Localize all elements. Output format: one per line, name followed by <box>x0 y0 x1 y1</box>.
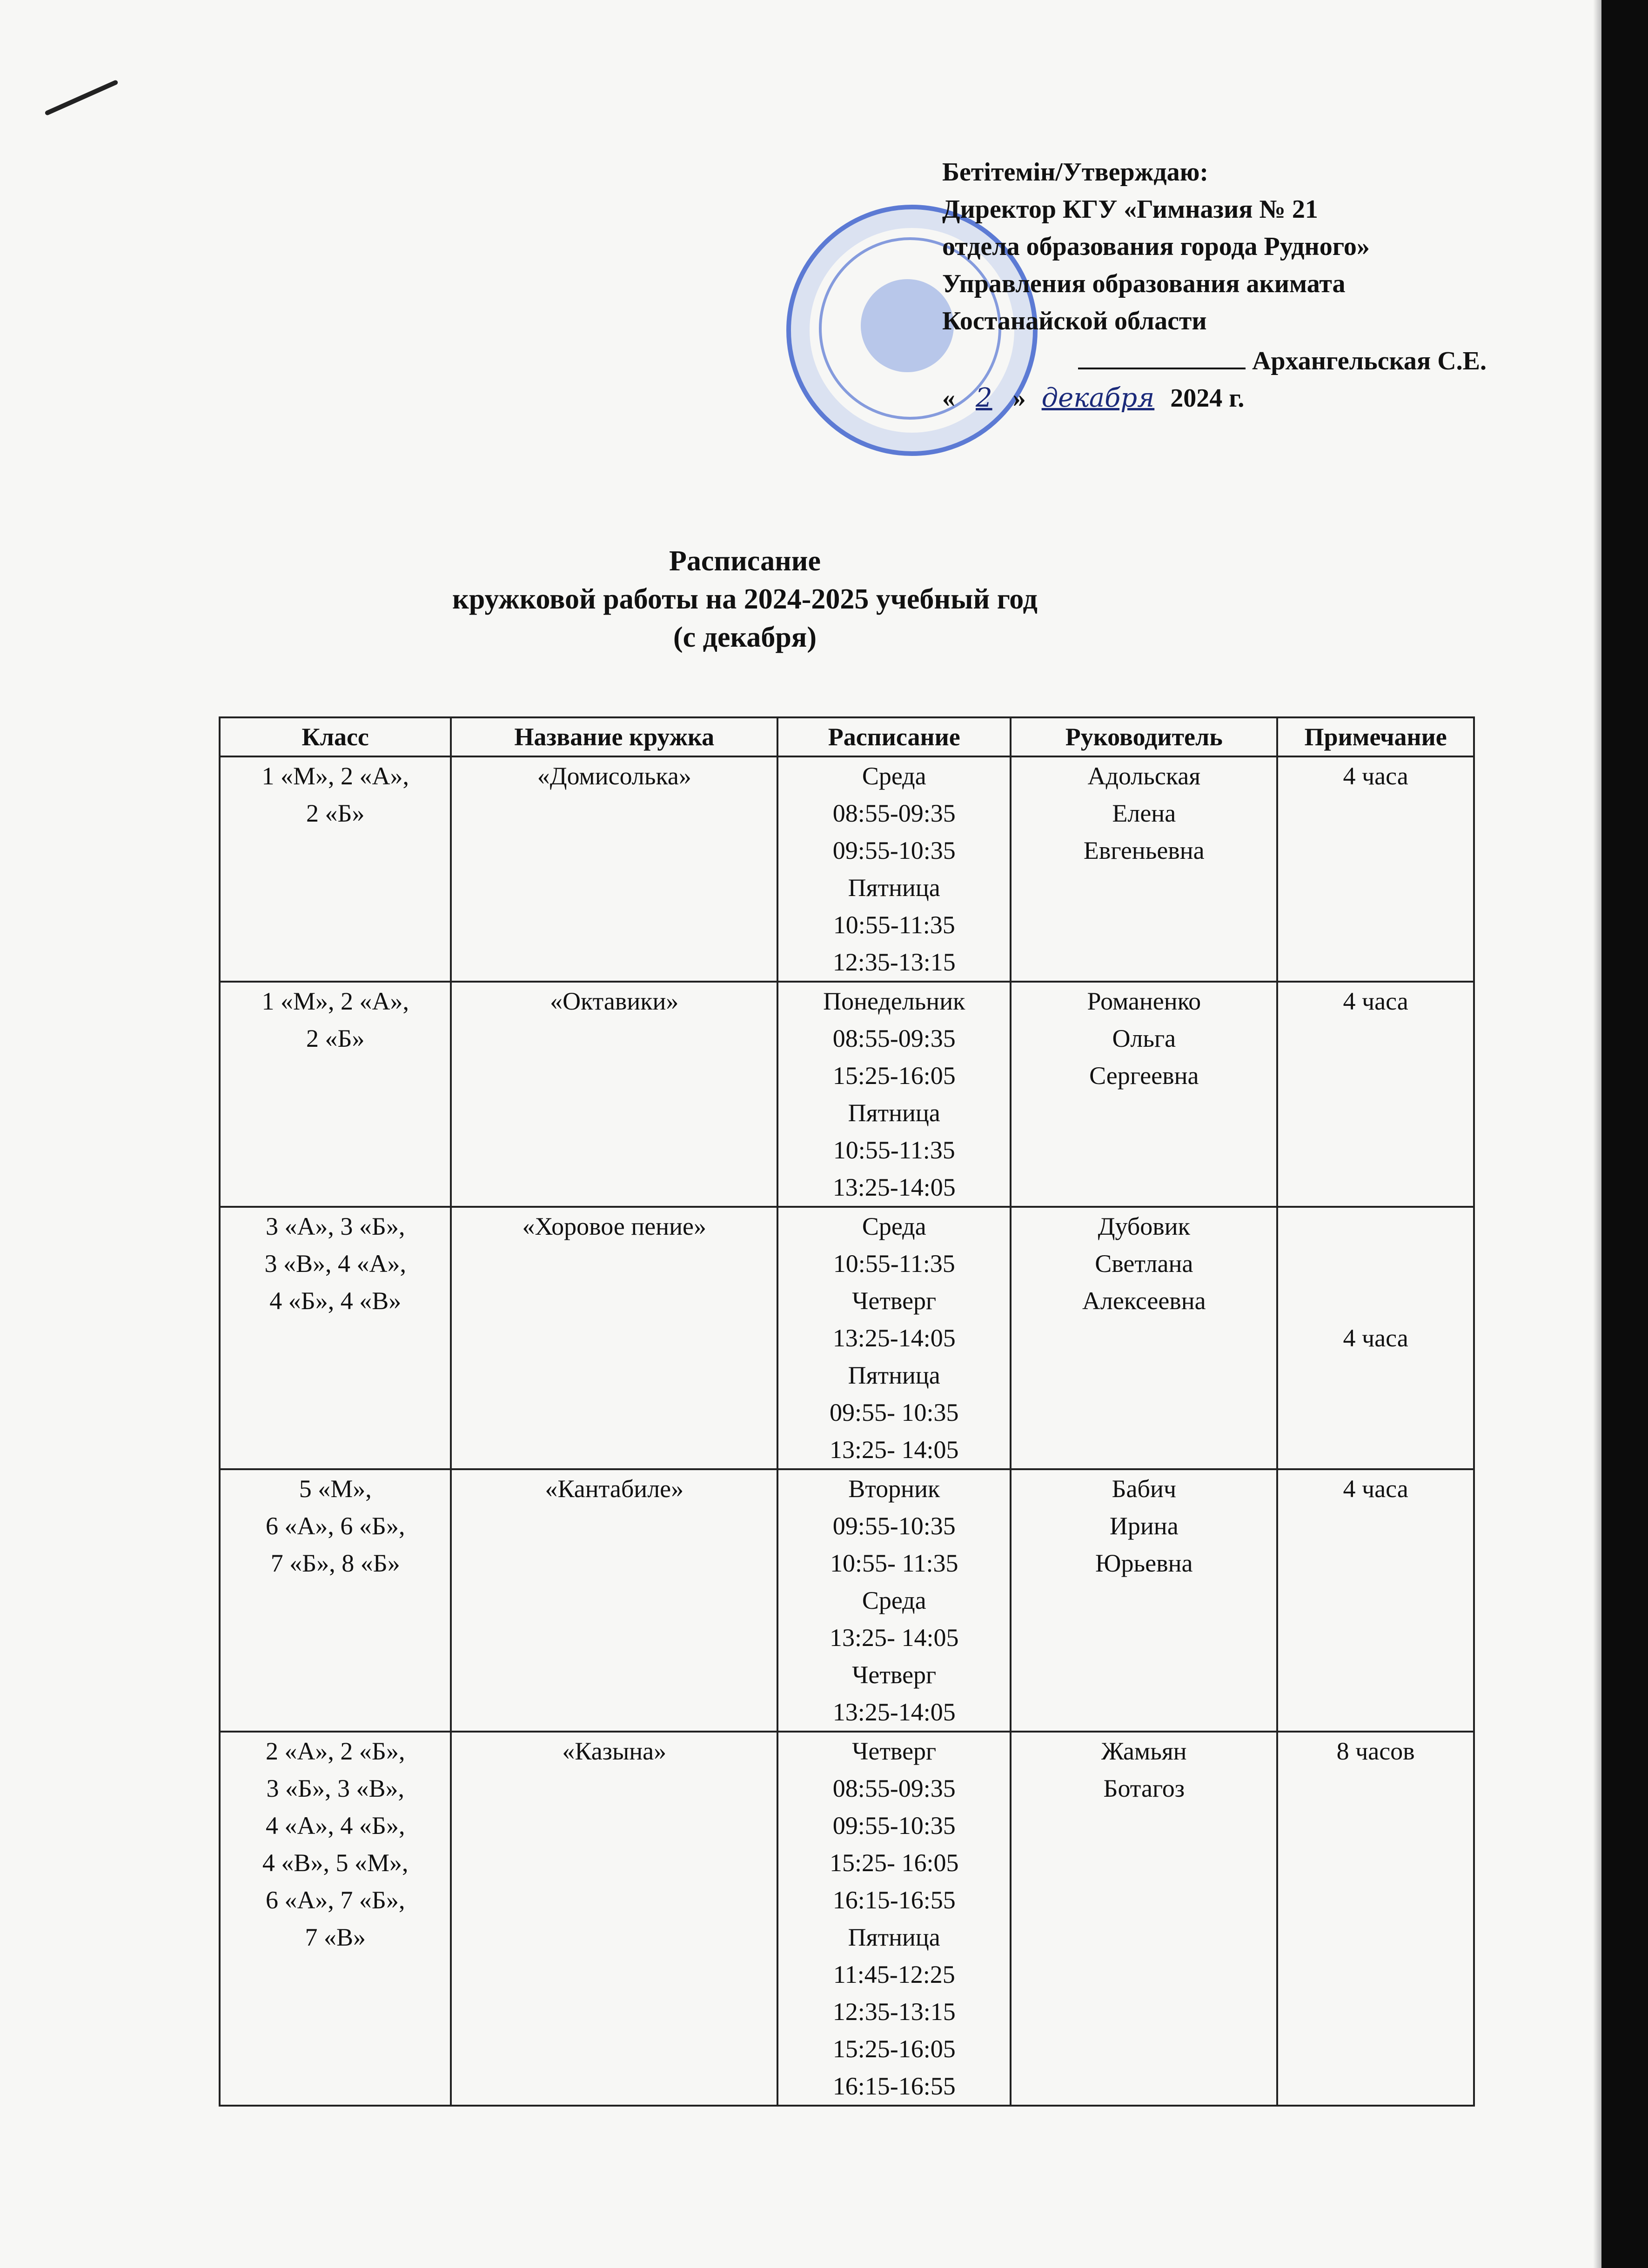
cell-schedule-line: 15:25-16:05 <box>832 1062 956 1090</box>
cell-schedule-line: 13:25-14:05 <box>832 1324 956 1352</box>
cell-note: 4 часа <box>1277 1207 1474 1469</box>
date-month: декабря <box>1041 383 1155 413</box>
approval-date <box>942 380 1491 417</box>
approval-line-3: отдела образования города Рудного» <box>942 232 1370 261</box>
cell-schedule-line: 15:25- 16:05 <box>829 1849 959 1877</box>
cell-schedule-line: Пятница <box>848 1099 940 1127</box>
cell-schedule-line: 11:45-12:25 <box>833 1960 955 1988</box>
cell-leader-line: Адольская <box>1087 762 1201 790</box>
signature-blank <box>1078 340 1246 369</box>
cell-schedule <box>777 1207 1011 1469</box>
cell-schedule-line: 13:25-14:05 <box>832 1173 956 1201</box>
cell-leader-line: Елена <box>1112 799 1176 827</box>
cell-club-name: «Кантабиле» <box>451 1469 777 1732</box>
cell-schedule-line: Среда <box>862 762 926 790</box>
cell-leader <box>1011 1732 1277 2106</box>
cell-leader <box>1011 1469 1277 1732</box>
cell-schedule-line: Среда <box>862 1586 926 1614</box>
cell-schedule-line: Четверг <box>852 1661 937 1689</box>
cell-schedule-line: 13:25- 14:05 <box>829 1624 959 1652</box>
cell-schedule <box>777 982 1011 1207</box>
cell-leader-line: Романенко <box>1087 987 1201 1015</box>
cell-leader-line: Дубовик <box>1098 1212 1190 1240</box>
cell-leader-line: Ботагоз <box>1103 1774 1185 1802</box>
cell-club-name: «Домисолька» <box>451 756 777 982</box>
cell-schedule-line: 09:55- 10:35 <box>829 1398 959 1426</box>
table-row <box>220 982 1474 1207</box>
approval-line-2: Директор КГУ «Гимназия № 21 <box>942 195 1318 224</box>
cell-club-name: «Казына» <box>451 1732 777 2106</box>
table-row <box>220 1469 1474 1732</box>
cell-class-line: 4 «Б», 4 «В» <box>269 1287 402 1315</box>
cell-schedule-line: 09:55-10:35 <box>832 836 956 864</box>
cell-schedule <box>777 1469 1011 1732</box>
title-line-2: кружковой работы на 2024-2025 учебный год <box>452 583 1038 615</box>
cell-schedule-line: 16:15-16:55 <box>832 2072 956 2100</box>
approval-line-4: Управления образования акимата <box>942 269 1346 298</box>
schedule-table <box>219 716 1475 2107</box>
cell-schedule-line: 08:55-09:35 <box>832 1024 956 1052</box>
cell-leader-line: Евгеньевна <box>1083 836 1205 864</box>
cell-class-line: 1 «М», 2 «А», <box>261 987 409 1015</box>
cell-class <box>220 982 451 1207</box>
title-line-1: Расписание <box>669 545 821 577</box>
scan-border <box>1601 0 1648 2268</box>
signature-line <box>942 340 1491 380</box>
cell-class-line: 2 «Б» <box>306 1024 365 1052</box>
cell-class <box>220 756 451 982</box>
date-quote-open: « <box>942 384 955 413</box>
cell-note: 4 часа <box>1277 756 1474 982</box>
cell-schedule-line: Понедельник <box>823 987 965 1015</box>
pen-mark <box>44 80 118 116</box>
cell-class <box>220 1469 451 1732</box>
date-quote-close: » <box>1012 384 1026 413</box>
cell-club-name: «Хоровое пение» <box>451 1207 777 1469</box>
header-club-name: Название кружка <box>451 717 777 756</box>
table-row <box>220 756 1474 982</box>
cell-schedule-line: 10:55-11:35 <box>833 911 955 939</box>
cell-note: 4 часа <box>1277 982 1474 1207</box>
cell-class <box>220 1732 451 2106</box>
cell-schedule-line: Среда <box>862 1212 926 1240</box>
cell-leader-line: Ольга <box>1112 1024 1176 1052</box>
cell-schedule <box>777 756 1011 982</box>
cell-schedule-line: Пятница <box>848 1361 940 1389</box>
cell-class-line: 3 «В», 4 «А», <box>264 1250 406 1278</box>
cell-class-line: 6 «А», 7 «Б», <box>265 1886 405 1914</box>
cell-class-line: 6 «А», 6 «Б», <box>265 1512 405 1540</box>
cell-schedule-line: 08:55-09:35 <box>832 1774 956 1802</box>
cell-class-line: 5 «М», <box>299 1475 372 1503</box>
cell-note: 4 часа <box>1277 1469 1474 1732</box>
cell-leader-line: Жамьян <box>1101 1737 1187 1765</box>
cell-class-line: 2 «Б» <box>306 799 365 827</box>
table-body <box>220 756 1474 2106</box>
cell-schedule-line: 12:35-13:15 <box>832 948 956 976</box>
cell-schedule <box>777 1732 1011 2106</box>
cell-schedule-line: 13:25-14:05 <box>832 1698 956 1726</box>
cell-leader-line: Бабич <box>1112 1475 1177 1503</box>
title-line-3: (с декабря) <box>673 622 817 653</box>
cell-class-line: 7 «Б», 8 «Б» <box>270 1549 400 1577</box>
approval-line-5: Костанайской области <box>942 307 1207 335</box>
cell-schedule-line: 15:25-16:05 <box>832 2035 956 2063</box>
header-schedule: Расписание <box>777 717 1011 756</box>
date-day: 2 <box>976 383 992 413</box>
scan-shadow <box>1593 0 1601 2268</box>
header-leader: Руководитель <box>1011 717 1277 756</box>
cell-class-line: 7 «В» <box>305 1923 366 1951</box>
cell-leader <box>1011 982 1277 1207</box>
cell-class <box>220 1207 451 1469</box>
cell-schedule-line: Пятница <box>848 874 940 902</box>
cell-schedule-line: 10:55- 11:35 <box>830 1549 958 1577</box>
table-row <box>220 1732 1474 2106</box>
cell-schedule-line: 13:25- 14:05 <box>829 1436 959 1464</box>
table-header-row <box>220 717 1474 756</box>
cell-class-line: 4 «А», 4 «Б», <box>265 1812 405 1840</box>
cell-class-line: 4 «В», 5 «М», <box>262 1849 409 1877</box>
cell-schedule-line: Пятница <box>848 1923 940 1951</box>
cell-class-line: 3 «А», 3 «Б», <box>265 1212 405 1240</box>
cell-club-name: «Октавики» <box>451 982 777 1207</box>
cell-leader-line: Алексеевна <box>1082 1287 1206 1315</box>
cell-schedule-line: 09:55-10:35 <box>832 1812 956 1840</box>
cell-schedule-line: 10:55-11:35 <box>833 1136 955 1164</box>
signer-name: Архангельская С.Е. <box>1252 347 1487 375</box>
cell-schedule-line: 12:35-13:15 <box>832 1998 956 2026</box>
cell-note: 8 часов <box>1277 1732 1474 2106</box>
approval-line-1: Бетітемін/Утверждаю: <box>942 158 1209 187</box>
date-year: 2024 г. <box>1170 384 1245 413</box>
cell-leader <box>1011 756 1277 982</box>
cell-leader-line: Светлана <box>1095 1250 1193 1278</box>
document-title <box>0 542 1648 656</box>
cell-leader-line: Ирина <box>1109 1512 1179 1540</box>
cell-leader-line: Сергеевна <box>1089 1062 1199 1090</box>
cell-schedule-line: Четверг <box>852 1737 937 1765</box>
cell-leader <box>1011 1207 1277 1469</box>
cell-class-line: 3 «Б», 3 «В», <box>266 1774 404 1802</box>
table-row <box>220 1207 1474 1469</box>
approval-block <box>942 154 1491 417</box>
cell-schedule-line: 16:15-16:55 <box>832 1886 956 1914</box>
cell-class-line: 1 «М», 2 «А», <box>261 762 409 790</box>
cell-schedule-line: 09:55-10:35 <box>832 1512 956 1540</box>
cell-schedule-line: Вторник <box>848 1475 940 1503</box>
header-note: Примечание <box>1277 717 1474 756</box>
cell-leader-line: Юрьевна <box>1095 1549 1193 1577</box>
cell-schedule-line: 10:55-11:35 <box>833 1250 955 1278</box>
cell-schedule-line: 08:55-09:35 <box>832 799 956 827</box>
cell-class-line: 2 «А», 2 «Б», <box>265 1737 405 1765</box>
header-class: Класс <box>220 717 451 756</box>
cell-schedule-line: Четверг <box>852 1287 937 1315</box>
